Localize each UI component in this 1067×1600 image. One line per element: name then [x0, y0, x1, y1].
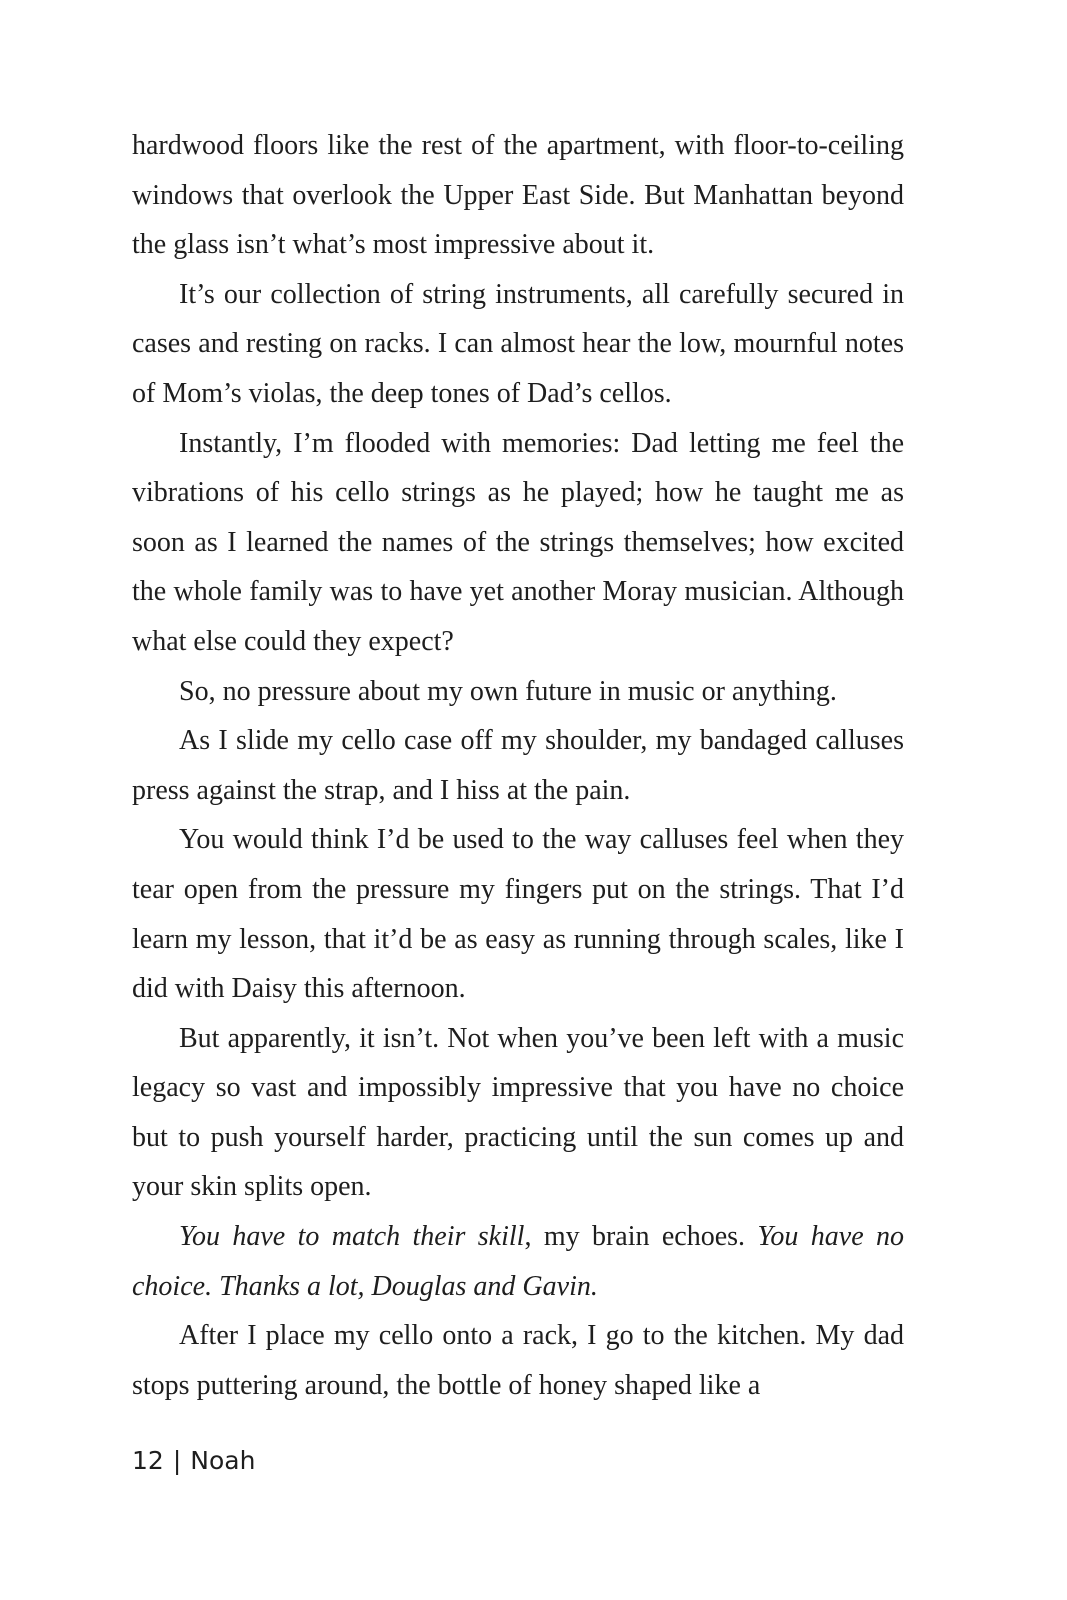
paragraph-memories: Instantly, I’m flooded with memories: Dad letting me feel the vibrations of his cello strings as he played; how he taught me as soon as I learned the names of the strings themselves; how excited the whole family was to have yet another Moray musician. Although what else could they expect?	[132, 427, 904, 657]
narration-fragment: , my brain echoes.	[524, 1221, 758, 1253]
paragraph-instruments: It’s our collection of string instruments, all carefully secured in cases and resting on racks. I can almost hear the low, mournful notes of Mom’s violas, the deep tones of Dad’s cellos.	[132, 278, 904, 409]
chapter-name: Noah	[190, 1446, 256, 1475]
paragraph-calluses: You would think I’d be used to the way calluses feel when they tear open from the pressure my fingers put on the strings. That I’d learn my lesson, that it’d be as easy as running through scales, like I did with Daisy this afternoon.	[132, 824, 904, 1005]
paragraph-legacy: But apparently, it isn’t. Not when you’ve been left with a music legacy so vast and impossibly impressive that you have no choice but to push yourself harder, practicing until the sun comes up and your skin splits open.	[132, 1022, 904, 1203]
italic-thought-2: You have no choice. Thanks a lot, Douglas and Gavin.	[132, 1221, 905, 1302]
paragraph-inner-voice	[132, 1212, 904, 1311]
paragraph-cello-case: As I slide my cello case off my shoulder, my bandaged calluses press against the strap, and I hiss at the pain.	[132, 725, 904, 806]
paragraph-continued: hardwood floors like the rest of the apartment, with floor-to-ceiling windows that overlook the Upper East Side. But Manhattan beyond the glass isn’t what’s most impressive about it.	[132, 130, 904, 261]
page-number: 12	[132, 1446, 164, 1475]
body-text	[132, 121, 904, 1410]
paragraph-no-pressure: So, no pressure about my own future in music or anything.	[179, 675, 837, 707]
page-footer	[132, 1446, 255, 1475]
footer-separator: |	[172, 1446, 182, 1475]
italic-thought-1: You have to match their skill	[179, 1221, 525, 1253]
paragraph-kitchen: After I place my cello onto a rack, I go to the kitchen. My dad stops puttering around, the bottle of honey shaped like a	[132, 1320, 904, 1401]
